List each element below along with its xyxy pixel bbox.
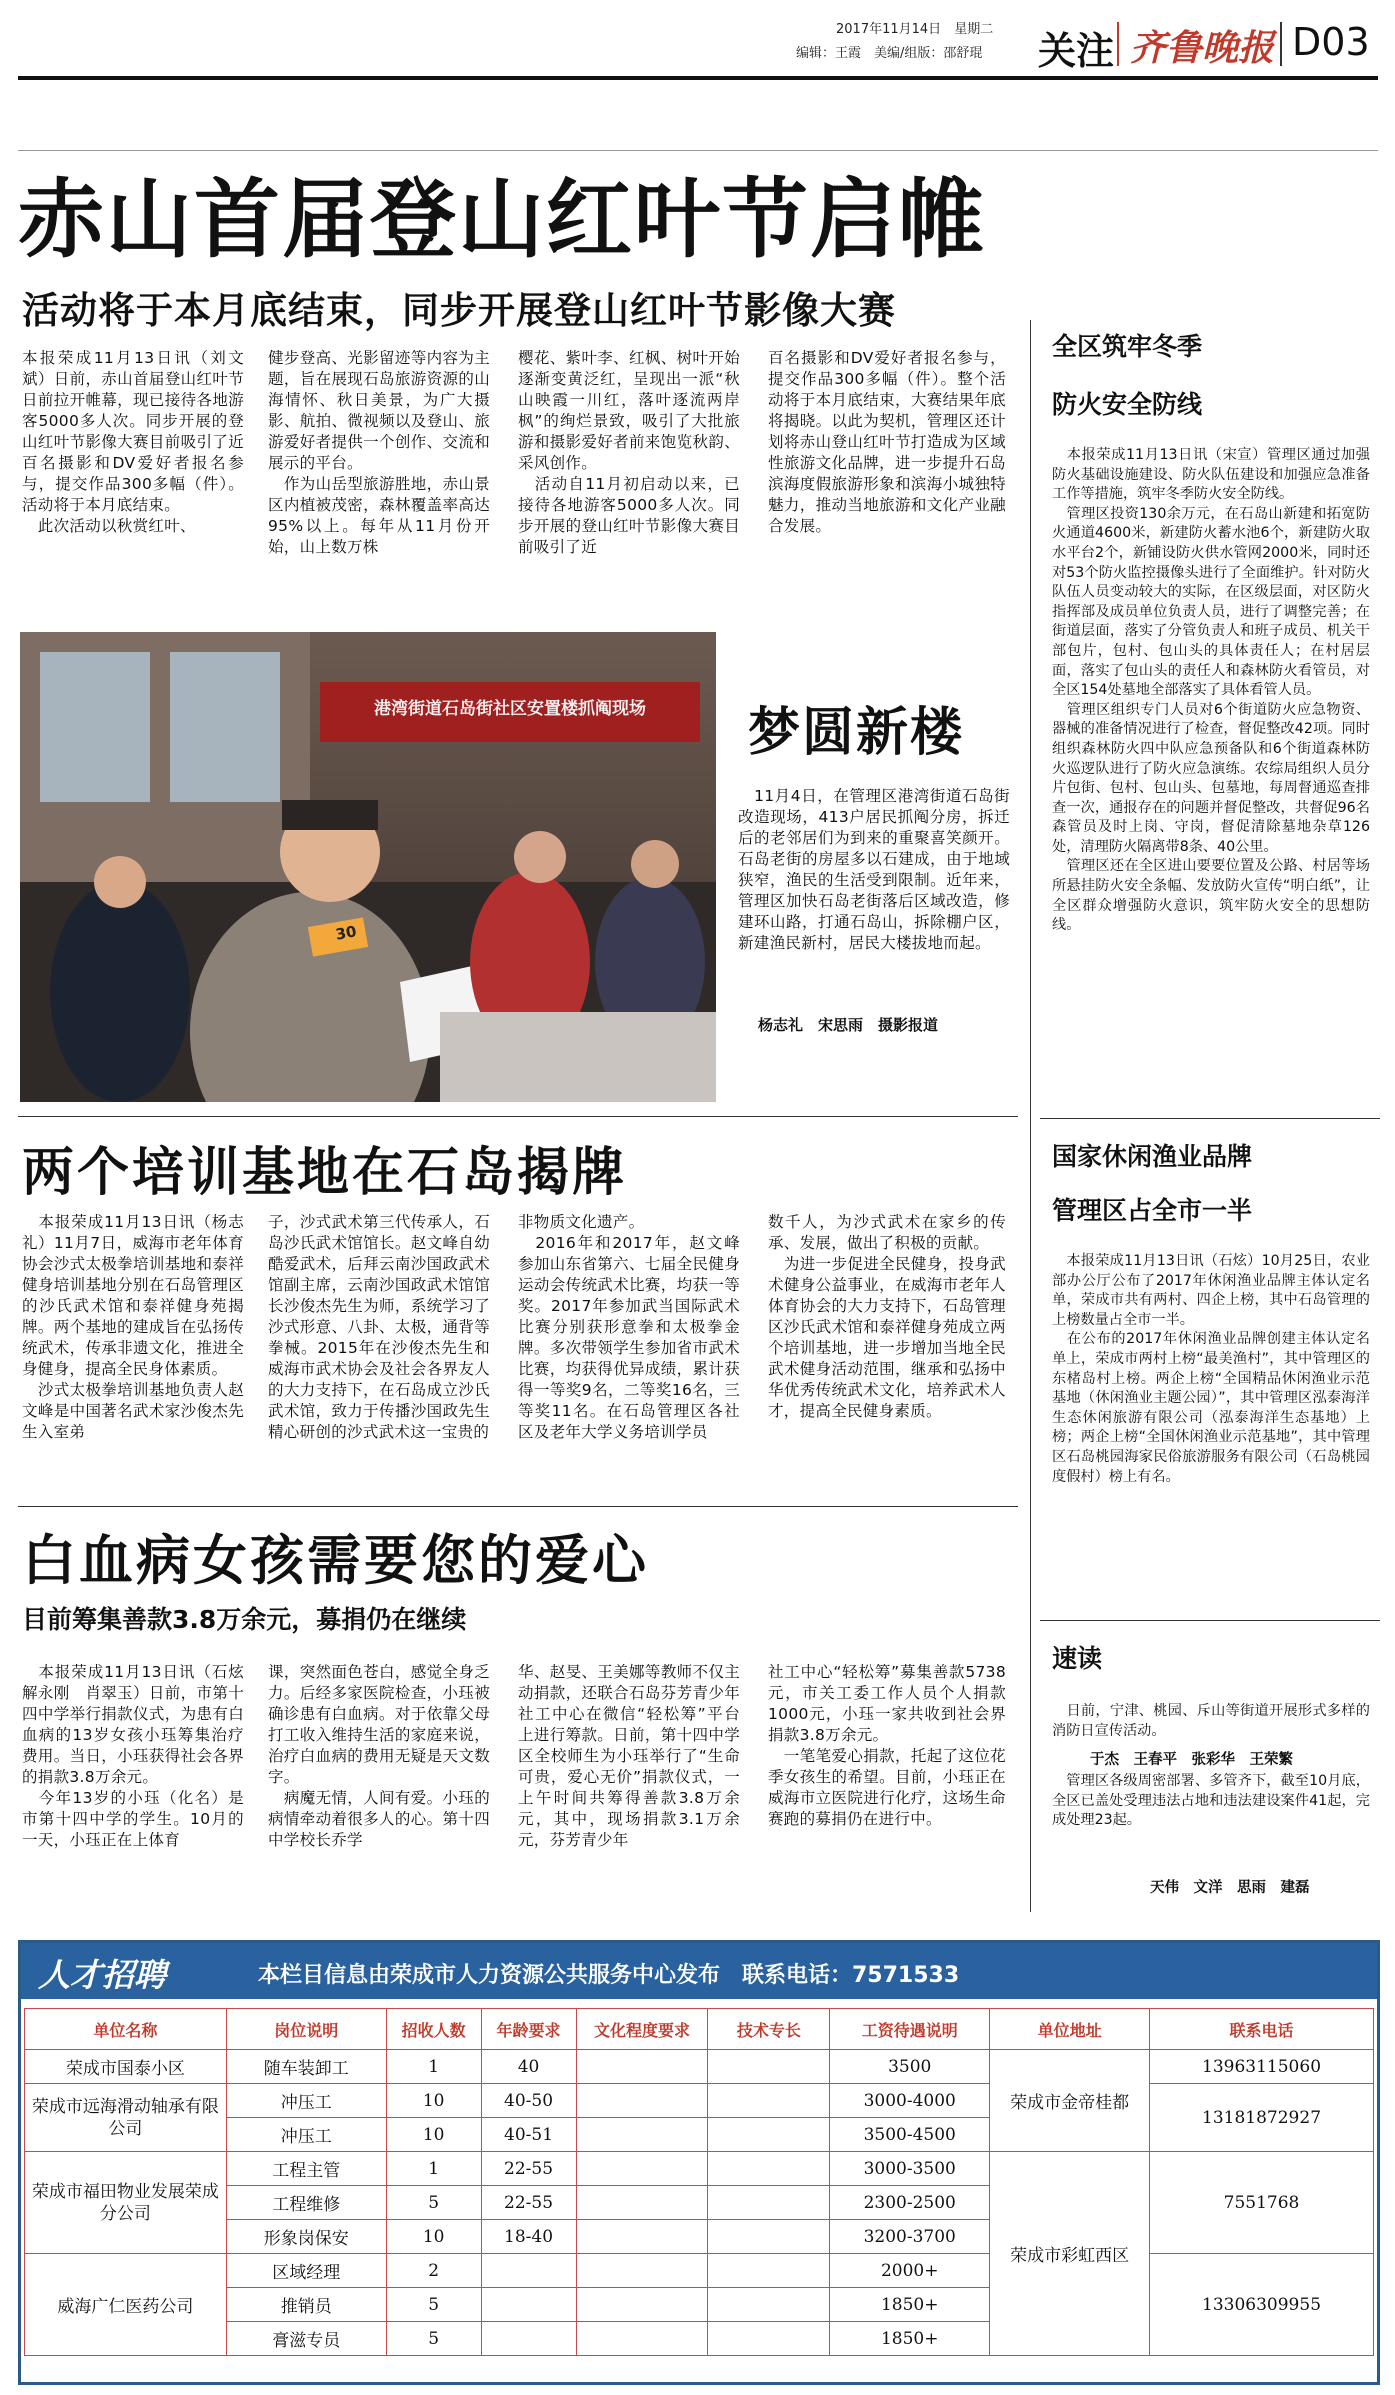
lead-col-2: 健步登高、光影留迹等内容为主题，旨在展现石岛旅游资源的山海情怀、秋日美景，为广大摄影、航拍、微视频以及登山、旅游爱好者提供一个创作、交流和展示的平台。 作为山岳型旅游胜地，赤山景区内植被茂密，森林覆盖率高达95%以上。每年从11月份开始，山上数万株	[268, 349, 490, 556]
cell-num: 5	[386, 2186, 481, 2220]
photo-banner-text: 港湾街道石岛街社区安置楼抓阄现场	[374, 699, 646, 719]
cell-job: 推销员	[226, 2288, 386, 2322]
cell-job: 膏滋专员	[226, 2322, 386, 2356]
table-row	[25, 2050, 1374, 2084]
photo-number-card: 30	[334, 922, 358, 944]
page-number: D03	[1292, 20, 1370, 64]
col-header-salary: 工资待遇说明	[830, 2009, 990, 2050]
news-photo	[20, 632, 716, 1102]
cell-salary: 3000-3500	[830, 2152, 990, 2186]
paper-logo: 齐鲁晚报	[1130, 27, 1275, 69]
cell-job: 区域经理	[226, 2254, 386, 2288]
cell-skill	[708, 2186, 830, 2220]
table-row	[25, 2254, 1374, 2288]
speed-para-1: 日前，宁津、桃园、斥山等街道开展形式多样的消防日宣传活动。	[1052, 1703, 1370, 1739]
cell-age	[481, 2322, 576, 2356]
editor-credit: 编辑：王霞 美编/组版：邵舒琨	[796, 46, 983, 61]
col-header-company: 单位名称	[25, 2009, 227, 2050]
fire-headline-1: 全区筑牢冬季	[1052, 332, 1203, 361]
lead-subheadline: 活动将于本月底结束，同步开展登山红叶节影像大赛	[22, 289, 896, 332]
cell-age: 40-50	[481, 2084, 576, 2118]
cell-salary: 2000+	[830, 2254, 990, 2288]
col-header-job: 岗位说明	[226, 2009, 386, 2050]
cell-phone: 13181872927	[1150, 2084, 1374, 2152]
speed-headline: 速读	[1052, 1644, 1103, 1673]
issue-date: 2017年11月14日 星期二	[836, 22, 994, 37]
cell-skill	[708, 2118, 830, 2152]
recruit-logo: 人才招聘	[38, 1956, 167, 1994]
cell-job: 工程维修	[226, 2186, 386, 2220]
cell-num: 5	[386, 2322, 481, 2356]
col-header-age: 年龄要求	[481, 2009, 576, 2050]
leukemia-subheadline: 目前筹集善款3.8万余元，募捐仍在继续	[22, 1605, 467, 1634]
recruit-table	[24, 2008, 1374, 2356]
col-header-education: 文化程度要求	[576, 2009, 708, 2050]
cell-salary: 1850+	[830, 2288, 990, 2322]
mengyuan-credit: 杨志礼 宋思雨 摄影报道	[758, 1016, 939, 1034]
cell-num: 10	[386, 2220, 481, 2254]
mengyuan-headline: 梦圆新楼	[748, 703, 965, 763]
cell-age	[481, 2254, 576, 2288]
cell-num: 5	[386, 2288, 481, 2322]
cell-age	[481, 2288, 576, 2322]
cell-company: 荣成市国泰小区	[25, 2050, 227, 2084]
cell-num: 10	[386, 2084, 481, 2118]
cell-skill	[708, 2220, 830, 2254]
cell-job: 随车装卸工	[226, 2050, 386, 2084]
training-col-2: 子，沙式武术第三代传承人，石岛沙氏武术馆馆长。赵文峰自幼酷爱武术，后拜云南沙国政武术馆副主席，云南沙国政武术馆馆长沙俊杰先生为师，系统学习了沙式形意、八卦、太极，通背等拳械。2015年在沙俊杰先生和威海市武术协会及社会各界友人的大力支持下，在石岛成立沙氏武术馆，致力于传播沙国政先生精心研创的沙式武术这一宝贵的	[268, 1213, 490, 1441]
table-row	[25, 2152, 1374, 2186]
lead-col-4: 百名摄影和DV爱好者报名参与，提交作品300多幅（件）。整个活动将于本月底结束，大赛结果年底将揭晓。以此为契机，管理区还计划将赤山登山红叶节打造成为区域性旅游文化品牌，进一步提升石岛滨海度假旅游形象和滨海小城独特魅力，推动当地旅游和文化产业融合发展。	[768, 349, 1006, 535]
cell-age: 18-40	[481, 2220, 576, 2254]
fishery-headline-1: 国家休闲渔业品牌	[1052, 1142, 1253, 1171]
cell-skill	[708, 2288, 830, 2322]
lead-col-1: 本报荣成11月13日讯（刘文斌）日前，赤山首届登山红叶节日前拉开帷幕，现已接待各地游客5000多人次。同步开展的登山红叶节影像大赛目前吸引了近百名摄影和DV爱好者报名参与，提交作品300多幅（件）。活动将于本月底结束。 此次活动以秋赏红叶、	[22, 349, 244, 535]
col-header-skill: 技术专长	[708, 2009, 830, 2050]
cell-phone: 13306309955	[1150, 2254, 1374, 2356]
cell-age: 40-51	[481, 2118, 576, 2152]
cell-num: 1	[386, 2152, 481, 2186]
cell-address: 荣成市彩虹西区	[990, 2152, 1150, 2356]
cell-phone: 7551768	[1150, 2152, 1374, 2254]
leukemia-col-4: 社工中心“轻松筹”募集善款5738元，市关工委工作人员个人捐款1000元，小珏一家共收到社会界捐款3.8万余元。 一笔笔爱心捐款，托起了这位花季女孩生的希望。目前，小珏正在威海市立医院进行化疗，这场生命赛跑的募捐仍在进行中。	[768, 1663, 1006, 1828]
top-thin-rule	[18, 150, 1378, 151]
table-row	[25, 2084, 1374, 2118]
leukemia-col-2: 课，突然面色苍白，感觉全身乏力。后经多家医院检查，小珏被确诊患有白血病。对于依靠父母打工收入维持生活的家庭来说，治疗白血病的费用无疑是天文数字。 病魔无情，人间有爱。小珏的病情牵动着很多人的心。第十四中学校长乔学	[268, 1663, 490, 1849]
cell-education	[576, 2288, 708, 2322]
mengyuan-body: 11月4日，在管理区港湾街道石岛街改造现场，413户居民抓阄分房，拆迁后的老邻居们为到来的重聚喜笑颜开。石岛老街的房屋多以石建成，由于地域狭窄，渔民的生活受到限制。近年来，管理区加快石岛老街落后区域改造，修建环山路，打通石岛山，拆除棚户区，新建渔民新村，居民大楼拔地而起。	[738, 787, 1010, 952]
cell-company: 威海广仁医药公司	[25, 2254, 227, 2356]
section-rule-1	[18, 1116, 1018, 1117]
cell-skill	[708, 2152, 830, 2186]
speed-credit-2: 天伟 文洋 思雨 建磊	[1150, 1880, 1310, 1896]
col-header-address: 单位地址	[990, 2009, 1150, 2050]
cell-education	[576, 2084, 708, 2118]
speed-credit-1: 于杰 王春平 张彩华 王荣繁	[1090, 1752, 1293, 1768]
cell-skill	[708, 2084, 830, 2118]
cell-num: 10	[386, 2118, 481, 2152]
cell-education	[576, 2186, 708, 2220]
col-header-phone: 联系电话	[1150, 2009, 1374, 2050]
cell-age: 22-55	[481, 2152, 576, 2186]
cell-salary: 2300-2500	[830, 2186, 990, 2220]
training-headline: 两个培训基地在石岛揭牌	[22, 1143, 628, 1203]
cell-job: 形象岗保安	[226, 2220, 386, 2254]
cell-address: 荣成市金帝桂都	[990, 2050, 1150, 2152]
lead-col-3: 樱花、紫叶李、红枫、树叶开始逐渐变黄泛红，呈现出一派“秋山映霞一川红，落叶逐流两岸枫”的绚烂景致，吸引了大批旅游和摄影爱好者前来饱览秋韵、采风创作。 活动自11月初启动以来，已接待各地游客5000多人次。同步开展的登山红叶节影像大赛目前吸引了近	[518, 349, 740, 556]
header-divider-2	[1280, 22, 1282, 66]
cell-company: 荣成市远海滑动轴承有限公司	[25, 2084, 227, 2152]
sidebar-rule-2	[1040, 1620, 1380, 1621]
cell-education	[576, 2322, 708, 2356]
fire-body: 本报荣成11月13日讯（宋宣）管理区通过加强防火基础设施建设、防火队伍建设和加强应急准备工作等措施，筑牢冬季防火安全防线。 管理区投资130余万元，在石岛山新建和拓宽防火通道4600米，新建防火蓄水池6个，新建防火取水平台2个，新铺设防火供水管网2000米，同时还对53个防火监控摄像头进行了全面维护。针对防火队伍人员变动较大的实际，在区级层面，对区防火指挥部及成员单位负责人员，进行了调整完善；在街道层面，落实了分管负责人和班子成员、机关干部包片，包村、包山头的具体责任人；在村居层面，落实了包山头的责任人和森林防火看管员，对全区154处墓地全部落实了具体看管人员。 管理区组织专门人员对6个街道防火应急物资、器械的准备情况进行了检查，督促整改42项。同时组织森林防火四中队应急预备队和6个街道森林防火巡逻队进行了防火应急演练。农综局组织人员分片包街、包村、包山头、包墓地，每周督通巡查排查一次，通报存在的问题并督促整改，共督促96名森管员及时上岗、守岗，督促清除墓地杂草126处，清理防火隔离带8条、40公里。 管理区还在全区进山要要位置及公路、村居等场所悬挂防火安全条幅、发放防火宣传“明白纸”，让全区群众增强防火意识，筑牢防火安全的思想防线。	[1052, 447, 1370, 934]
lead-headline: 赤山首届登山红叶节启帷	[18, 170, 986, 270]
leukemia-col-1: 本报荣成11月13日讯（石炫 解永刚 肖翠玉）日前，市第十四中学举行捐款仪式，为患有白血病的13岁女孩小珏筹集治疗费用。当日，小珏获得社会各界的捐款3.8万余元。 今年13岁的小珏（化名）是市第十四中学的学生。10月的一天，小珏正在上体育	[22, 1663, 244, 1849]
header-rule	[18, 76, 1378, 80]
header-divider	[1117, 22, 1119, 66]
col-header-num: 招收人数	[386, 2009, 481, 2050]
sidebar-rule-1	[1040, 1118, 1380, 1119]
recruit-header-row	[25, 2009, 1374, 2050]
cell-company: 荣成市福田物业发展荣成分公司	[25, 2152, 227, 2254]
cell-education	[576, 2118, 708, 2152]
cell-education	[576, 2152, 708, 2186]
cell-salary: 3000-4000	[830, 2084, 990, 2118]
training-col-4: 数千人，为沙式武术在家乡的传承、发展，做出了积极的贡献。 为进一步促进全民健身，投身武术健身公益事业，在威海市老年人体育协会的大力支持下，石岛管理区沙氏武术馆和泰祥健身苑成立两个培训基地，进一步增加当地全民武术健身活动范围，继承和弘扬中华优秀传统武术文化，培养武术人才，提高全民健身素质。	[768, 1213, 1006, 1420]
cell-skill	[708, 2050, 830, 2084]
cell-phone: 13963115060	[1150, 2050, 1374, 2084]
section-rule-2	[18, 1506, 1018, 1507]
cell-skill	[708, 2322, 830, 2356]
leukemia-col-3: 华、赵旻、王美娜等教师不仅主动捐款，还联合石岛芬芳青少年社工中心在微信“轻松筹”平台上进行筹款。日前，第十四中学区全校师生为小珏举行了“生命可贵，爱心无价”捐款仪式，一上午时间共筹得善款3.8万余元，其中，现场捐款3.1万余元，芬芳青少年	[518, 1663, 740, 1849]
fire-headline-2: 防火安全防线	[1052, 390, 1203, 419]
cell-salary: 1850+	[830, 2322, 990, 2356]
cell-job: 冲压工	[226, 2084, 386, 2118]
training-col-3: 非物质文化遗产。 2016年和2017年，赵文峰参加山东省第六、七届全民健身运动会传统武术比赛，均获一等奖。2017年参加武当国际武术比赛分别获形意拳和太极拳金牌。多次带领学生参加省市武术比赛，均获得优异成绩，累计获得一等奖9名，二等奖16名，三等奖11名。在石岛管理区各社区及老年大学义务培训学员	[518, 1213, 740, 1441]
cell-salary: 3500	[830, 2050, 990, 2084]
speed-para-2: 管理区各级周密部署、多管齐下，截至10月底，全区已盖处受理违法占地和违法建设案件41起，完成处理23起。	[1052, 1773, 1370, 1829]
cell-education	[576, 2254, 708, 2288]
fishery-body: 本报荣成11月13日讯（石炫）10月25日，农业部办公厅公布了2017年休闲渔业品牌主体认定名单，荣成市共有两村、四企上榜，其中石岛管理的上榜数量占全市一半。 在公布的2017年休闲渔业品牌创建主体认定名单上，荣成市两村上榜“最美渔村”，其中管理区的东楮岛村上榜。两企上榜“全国精品休闲渔业示范基地（休闲渔业主题公园）”，其中管理区泓泰海洋生态休闲旅游有限公司（泓泰海洋生态基地）上榜；两企上榜“全国休闲渔业示范基地”，其中管理区石岛桃园海家民俗旅游服务有限公司（石岛桃园度假村）榜上有名。	[1052, 1253, 1370, 1485]
cell-education	[576, 2050, 708, 2084]
cell-job: 工程主管	[226, 2152, 386, 2186]
recruit-notice: 本栏目信息由荣成市人力资源公共服务中心发布 联系电话：7571533	[258, 1963, 960, 1988]
cell-salary: 3500-4500	[830, 2118, 990, 2152]
leukemia-headline: 白血病女孩需要您的爱心	[22, 1529, 649, 1592]
sidebar-divider	[1030, 320, 1031, 1912]
cell-num: 1	[386, 2050, 481, 2084]
cell-num: 2	[386, 2254, 481, 2288]
training-col-1: 本报荣成11月13日讯（杨志礼）11月7日，威海市老年体育协会沙式太极拳培训基地和泰祥健身培训基地分别在石岛管理区的沙氏武术馆和泰祥健身苑揭牌。两个基地的建成旨在弘扬传统武术，传承非遗文化，推进全身健身，提高全民身体素质。 沙式太极拳培训基地负责人赵文峰是中国著名武术家沙俊杰先生入室弟	[22, 1213, 244, 1441]
cell-skill	[708, 2254, 830, 2288]
cell-education	[576, 2220, 708, 2254]
fishery-headline-2: 管理区占全市一半	[1052, 1196, 1253, 1225]
section-name: 关注	[1038, 29, 1115, 73]
cell-age: 40	[481, 2050, 576, 2084]
cell-age: 22-55	[481, 2186, 576, 2220]
cell-salary: 3200-3700	[830, 2220, 990, 2254]
cell-job: 冲压工	[226, 2118, 386, 2152]
